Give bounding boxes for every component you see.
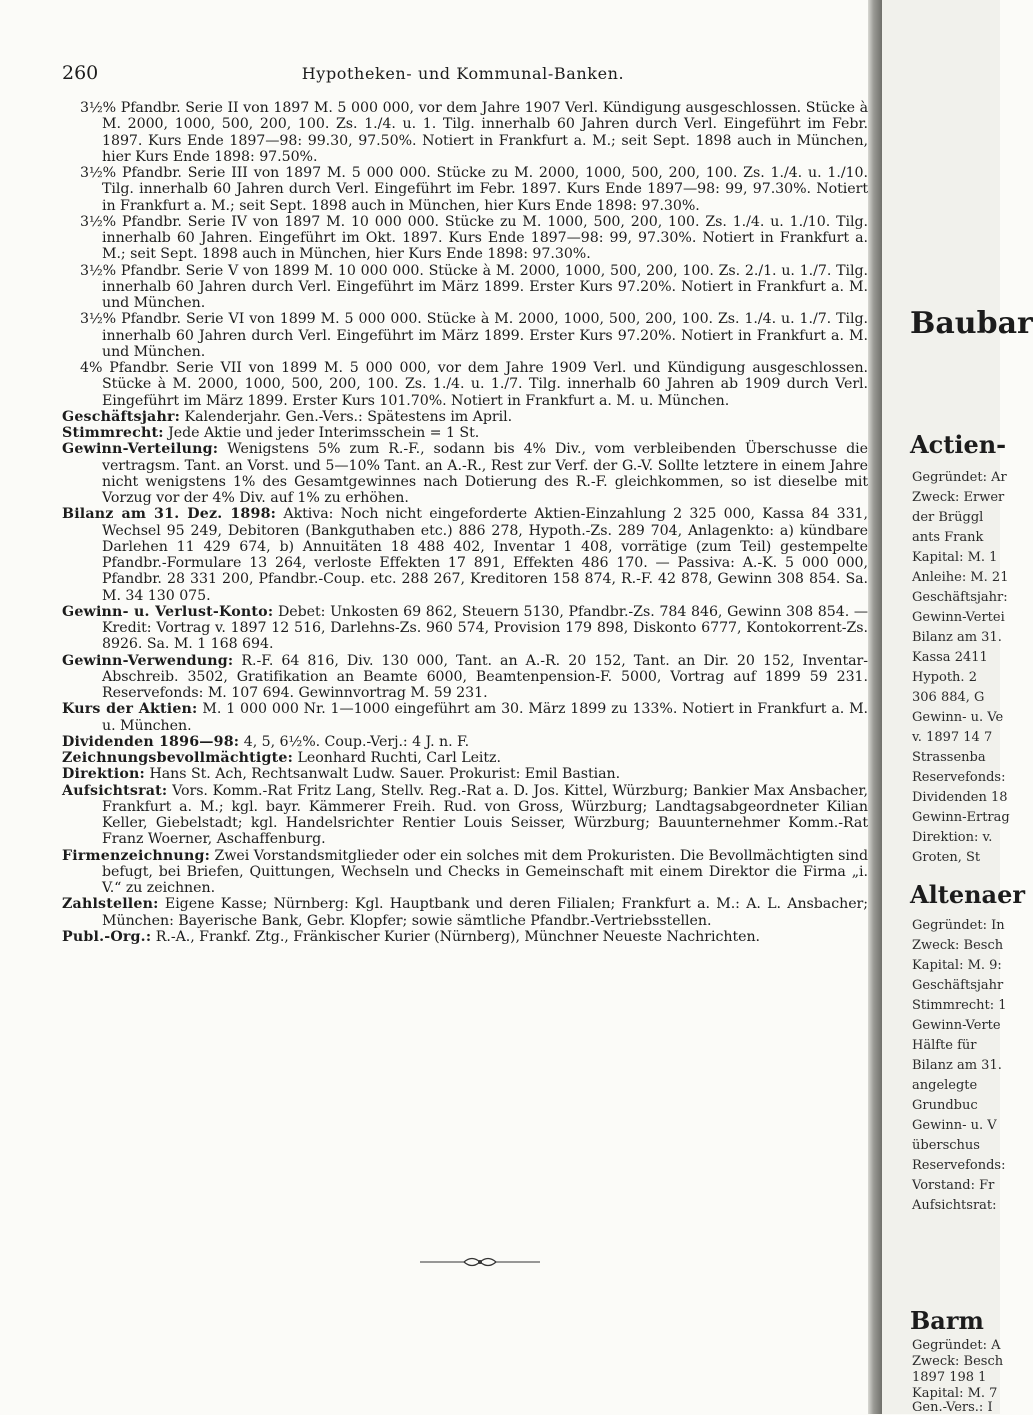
adjacent-line: Anleihe: M. 21 [912,570,1009,585]
adjacent-line: Reservefonds: [912,770,1006,785]
pfandbrief-serie-ii [62,100,868,165]
adjacent-line: Gegründet: A [912,1338,1001,1353]
adjacent-heading: Baubar [910,306,1033,341]
entry-label: Kurs der Aktien: [62,701,198,718]
adjacent-line: der Brüggl [912,510,984,525]
adjacent-line: Gewinn- u. V [912,1118,997,1133]
adjacent-line: Zweck: Besch [912,938,1004,953]
adjacent-line: Kapital: M. 7 [912,1386,998,1401]
gewinn-verlust-konto-entry [62,604,868,653]
adjacent-line: Geschäftsjahr: [912,590,1008,605]
entry-text: M. 1 000 000 Nr. 1—1000 eingeführt am 30. März 1899 zu 133%. Notiert in Frankfurt a. M. u. München. [102,701,869,734]
adjacent-page-fragment [882,0,1033,1415]
entry-label: Gewinn- u. Verlust-Konto: [62,603,274,620]
entry-text: 4, 5, 6½%. Coup.-Verj.: 4 J. n. F. [243,733,470,750]
entry-text: Debet: Unkosten 69 862, Steuern 5130, Pfandbr.-Zs. 784 846, Gewinn 308 854. — Kredit: Vortrag v. 1897 12 516, Darlehns-Zs. 960 574, Provision 179 898, Diskonto 6777, Kontokorrent-Zs. 8926. Sa. M. 1 168 694. [102,603,868,653]
entry-text: R.-A., Frankf. Ztg., Fränkischer Kurier (Nürnberg), Münchner Neueste Nachrichten. [155,928,760,945]
entry-text: Kalenderjahr. Gen.-Vers.: Spätestens im April. [184,408,513,425]
adjacent-heading: Altenaer [910,880,1026,909]
entry-label: Dividenden 1896—98: [62,733,240,750]
pfandbrief-serie-vii [62,360,868,409]
adjacent-line: Gewinn- u. Ve [912,710,1004,725]
entry-label: Zeichnungsbevollmächtigte: [62,750,294,766]
entry-label: Gewinn-Verwendung: [62,652,234,669]
adjacent-line: Stimmrecht: 1 [912,998,1007,1013]
adjacent-heading: Actien- [910,430,1007,459]
running-title: Hypotheken- und Kommunal-Banken. [301,64,625,83]
entry-label: Stimmrecht: [62,425,164,441]
adjacent-line: 306 884, G [912,690,985,705]
geschaeftsjahr-entry [62,409,868,425]
para-text: 3½% Pfandbr. Serie III von 1897 M. 5 000 000. Stücke zu M. 2000, 1000, 500, 200, 100. Zs. 1./4. u. 1./10. Tilg. innerhalb 60 Jahren durch Verl. Eingeführt im Febr. 1897. Kurs Ende 1897—98: 99, 97.30%. Notiert in Frankfurt a. M.; seit Sept. 1898 auch in München, hier Kurs Ende 1898: 97.30%. [80,165,868,214]
direktion-entry [62,766,868,782]
adjacent-line: Gen.-Vers.: I [912,1400,993,1415]
entry-text: Jede Aktie und jeder Interimsschein = 1 St. [168,425,480,441]
publ-org-entry [62,929,868,945]
entry-label: Direktion: [62,766,145,783]
para-text: 3½% Pfandbr. Serie V von 1899 M. 10 000 000. Stücke à M. 2000, 1000, 500, 200, 100. Zs. 2./1. u. 1./7. Tilg. innerhalb 60 Jahren durch Verl. Eingeführt im März 1899. Erster Kurs 97.20%. Notiert in Frankfurt a. M. und München. [80,262,868,311]
entry-text: Eigene Kasse; Nürnberg: Kgl. Hauptbank und deren Filialen; Frankfurt a. M.: A. L. Ansbacher; München: Bayerische Bank, Gebr. Klopfer; sowie sämtliche Pfandbr.-Vertriebsstellen. [102,896,868,929]
entry-label: Aufsichtsrat: [62,782,168,799]
dividenden-entry [62,734,868,750]
entry-label: Geschäftsjahr: [62,408,181,425]
adjacent-line: Gewinn-Ertrag [912,810,1010,825]
page-header [62,62,864,88]
adjacent-line: Bilanz am 31. [912,630,1002,645]
pfandbrief-serie-iii [62,165,868,214]
pfandbrief-serie-v [62,263,868,312]
adjacent-line: 1897 198 1 [912,1370,987,1385]
adjacent-line: Direktion: v. [912,830,993,845]
entry-text: R.-F. 64 816, Div. 130 000, Tant. an A.-R. 20 152, Tant. an Dir. 20 152, Inventar-Abschreib. 3502, Gratifikation an Beamte 6000, Beamtenpension-F. 5000, Vortrag auf 1899 59 231. Reservefonds: M. 107 694. Gewinnvortrag M. 59 231. [102,652,868,701]
adjacent-line: Gegründet: Ar [912,470,1007,485]
main-text-column [62,100,868,945]
adjacent-line: Reservefonds: [912,1158,1006,1173]
para-text: 4% Pfandbr. Serie VII von 1899 M. 5 000 000, vor dem Jahre 1909 Verl. und Kündigung ausgeschlossen. Stücke à M. 2000, 1000, 500, 200, 100. Zs. 1./4. u. 1./7. Tilg. innerhalb 60 Jahren ab 1909 durch Verl. Eingeführt im März 1899. Erster Kurs 101.70%. Notiert in Frankfurt a. M. u. München. [80,360,868,409]
adjacent-line: Gewinn-Vertei [912,610,1005,625]
adjacent-heading: Barm [910,1306,984,1335]
pfandbrief-serie-vi [62,311,868,360]
adjacent-line: Zweck: Besch [912,1354,1004,1369]
zahlstellen-entry [62,896,868,929]
para-text: 3½% Pfandbr. Serie II von 1897 M. 5 000 000, vor dem Jahre 1907 Verl. Kündigung ausgeschlossen. Stücke à M. 2000, 1000, 500, 200, 100. Zs. 1./4. u. 1. Tilg. innerhalb 60 Jahren durch Verl. Eingeführt im Febr. 1897. Kurs Ende 1897—98: 99.30, 97.50%. Notiert in Frankfurt a. M.; seit Sept. 1898 auch in München, hier Kurs Ende 1898: 97.50%. [80,100,868,165]
adjacent-line: Kapital: M. 9: [912,958,1002,973]
zeichnungsbevollmaechtigte-entry [62,750,868,766]
adjacent-line: Dividenden 18 [912,790,1008,805]
entry-label: Firmenzeichnung: [62,847,211,864]
stimmrecht-entry [62,425,868,441]
adjacent-line: Hälfte für [912,1038,977,1053]
entry-label: Zahlstellen: [62,896,159,913]
adjacent-line: Geschäftsjahr [912,978,1004,993]
entry-label: Bilanz am 31. Dez. 1898: [62,506,277,523]
entry-label: Publ.-Org.: [62,928,152,945]
page-number: 260 [62,62,99,84]
entry-text: Vors. Komm.-Rat Fritz Lang, Stellv. Reg.-Rat a. D. Jos. Kittel, Würzburg; Bankier Max Ansbacher, Frankfurt a. M.; kgl. bayr. Kämmerer Freih. Rud. von Gross, Würzburg; Landtagsabgeordneter Kilian Keller, Giebelstadt; kgl. Handelsrichter Rentier Louis Seisser, Würzburg; Bauunternehmer Komm.-Rat Franz Woerner, Aschaffenburg. [102,782,868,848]
para-text: 3½% Pfandbr. Serie VI von 1899 M. 5 000 000. Stücke à M. 2000, 1000, 500, 200, 100. Zs. 1./4. u. 1./7. Tilg. innerhalb 60 Jahren durch Verl. Eingeführt im März 1899. Erster Kurs 97.20%. Notiert in Frankfurt a. M. und München. [80,311,868,360]
section-end-ornament [420,1252,540,1272]
adjacent-line: Kapital: M. 1 [912,550,998,565]
para-text: 3½% Pfandbr. Serie IV von 1897 M. 10 000 000. Stücke zu M. 1000, 500, 200, 100. Zs. 1./4. u. 1./10. Tilg. innerhalb 60 Jahren. Eingeführt im Okt. 1897. Kurs Ende 1897—98: 99, 97.30%. Notiert in Frankfurt a. M.; seit Sept. 1898 auch in München, hier Kurs Ende 1898: 97.30%. [80,213,868,263]
adjacent-line: Bilanz am 31. [912,1058,1002,1073]
adjacent-line: Grundbuc [912,1098,978,1113]
pfandbrief-serie-iv [62,214,868,263]
gewinn-verwendung-entry [62,653,868,702]
adjacent-line: Kassa 2411 [912,650,988,665]
entry-text: Wenigstens 5% zum R.-F., sodann bis 4% Div., vom verbleibenden Überschusse die vertragsm. Tant. an Vorst. und 5—10% Tant. an A.-R., Rest zur Verf. der G.-V. Sollte letztere in einem Jahre nicht wenigstens 1% des Gesamtgewinnes nach Dotierung des R.-F. gleichkommen, so ist dieselbe mit Vorzug vor der 4% Div. auf 1% zu erhöhen. [102,441,868,506]
adjacent-line: Hypoth. 2 [912,670,977,685]
entry-label: Gewinn-Verteilung: [62,441,219,458]
adjacent-line: Vorstand: Fr [912,1178,995,1193]
entry-text: Leonhard Ruchti, Carl Leitz. [297,750,501,766]
adjacent-line: ants Frank [912,530,984,545]
entry-text: Zwei Vorstandsmitglieder oder ein solches mit dem Prokuristen. Die Bevollmächtigten sind befugt, bei Briefen, Quittungen, Wechseln und Checks in Gemeinschaft mit einem Direktor die Firma „i. V.“ zu zeichnen. [102,847,868,896]
adjacent-line: angelegte [912,1078,978,1093]
bilanz-entry [62,506,868,604]
gewinn-verteilung-entry [62,441,868,506]
adjacent-line: Zweck: Erwer [912,490,1005,505]
entry-text: Aktiva: Noch nicht eingeforderte Aktien-Einzahlung 2 325 000, Kassa 84 331, Wechsel 95 249, Debitoren (Bankguthaben etc.) 886 278, Hypoth.-Zs. 289 704, Anlagenkto: a) kündbare Darlehen 11 429 674, b) Annuitäten 18 488 402, Inventar 1 408, vorrätige (zum Teil) gestempelte Pfandbr.-Formulare 13 264, verloste Effekten 17 891, Effekten 486 170. — Passiva: A.-K. 5 000 000, Pfandbr. 28 331 200, Pfandbr.-Coup. etc. 288 267, Kreditoren 158 874, R.-F. 42 878, Gewinn 308 854. Sa. M. 34 130 075. [102,506,868,604]
adjacent-line: v. 1897 14 7 [912,730,993,745]
entry-text: Hans St. Ach, Rechtsanwalt Ludw. Sauer. Prokurist: Emil Bastian. [149,766,621,783]
aufsichtsrat-entry [62,783,868,848]
adjacent-line: Gegründet: In [912,918,1005,933]
kurs-der-aktien-entry [62,701,868,734]
adjacent-line: Groten, St [912,850,981,865]
adjacent-line: Gewinn-Verte [912,1018,1001,1033]
adjacent-line: überschus [912,1138,980,1153]
firmenzeichnung-entry [62,848,868,897]
book-gutter-shadow [868,0,882,1414]
adjacent-line: Strassenba [912,750,986,765]
adjacent-line: Aufsichtsrat: [912,1198,997,1213]
